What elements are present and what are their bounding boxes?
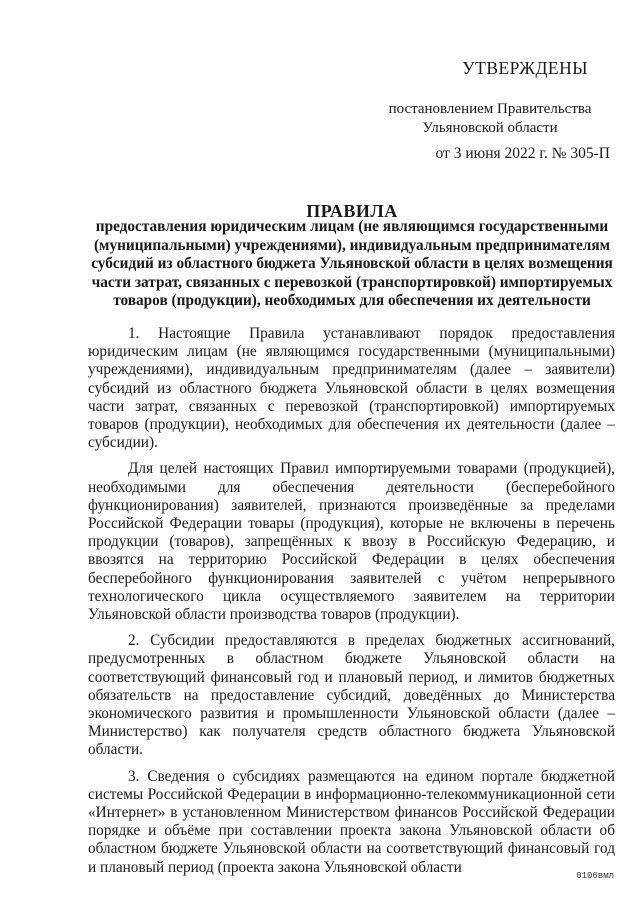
approval-authority [370,100,610,138]
document-subtitle: предоставления юридическим лицам (не являющимся государственными (муниципальными) учреждениями), индивидуальным предпринимателям субсидий из областного бюджета Ульяновской области в целях возмещения части затрат, связанных с перевозкой (транспортировкой) импортируемых товаров (продукции), необходимых для обеспечения их деятельности [91,218,613,309]
document-title: ПРАВИЛА [306,201,398,221]
paragraph-1: 1. Настоящие Правила устанавливают порядок предоставления юридическим лицам (не являющимся государственными (муниципальными) учреждениями), индивидуальным предпринимателям (далее – заявители) субсидий из областного бюджета Ульяновской области в целях возмещения части затрат, связанных с перевозкой (транспортировкой) импортируемых товаров (продукции), необходимых для обеспечения их деятельности (далее – субсидии). [88,325,615,452]
approval-stamp [370,58,610,79]
paragraph-4: 3. Сведения о субсидиях размещаются на едином портале бюджетной системы Российской Федерации в информационно-телекоммуникационной сети «Интернет» в установленном Министерством финансов Российской Федерации порядке и объёме при составлении проекта закона Ульяновской области об областном бюджете Ульяновской области на соответствующий финансовый год и плановый период (проекта закона Ульяновской области [88,767,615,876]
approval-line-2: Ульяновской области [422,120,558,136]
approval-date: от 3 июня 2022 г. № 305-П [435,145,610,162]
approval-line-1: постановлением Правительства [388,101,592,117]
approved-heading: УТВЕРЖДЕНЫ [462,58,588,78]
document-body [88,325,615,885]
paragraph-2: Для целей настоящих Правил импортируемыми товарами (продукцией), необходимыми для обеспечения деятельности (бесперебойного функционирования) заявителей, признаются произведённые за пределами Российской Федерации товары (продукция), которые не включены в перечень продукции (товаров), запрещённых к ввозу в Российскую Федерацию, и ввозятся на территорию Российской Федерации в целях обеспечения бесперебойного функционирования заявителей с учётом непрерывного технологического цикла осуществляемого заявителем на территории Ульяновской области производства товаров (продукции). [88,460,615,624]
footer-code: 0106вмл [576,871,614,881]
paragraph-3: 2. Субсидии предоставляются в пределах бюджетных ассигнований, предусмотренных в областном бюджете Ульяновской области на соответствующий финансовый год и плановый период, и лимитов бюджетных обязательств на предоставление субсидий, доведённых до Министерства экономического развития и промышленности Ульяновской области (далее – Министерство) как получателя средств областного бюджета Ульяновской области. [88,632,615,759]
